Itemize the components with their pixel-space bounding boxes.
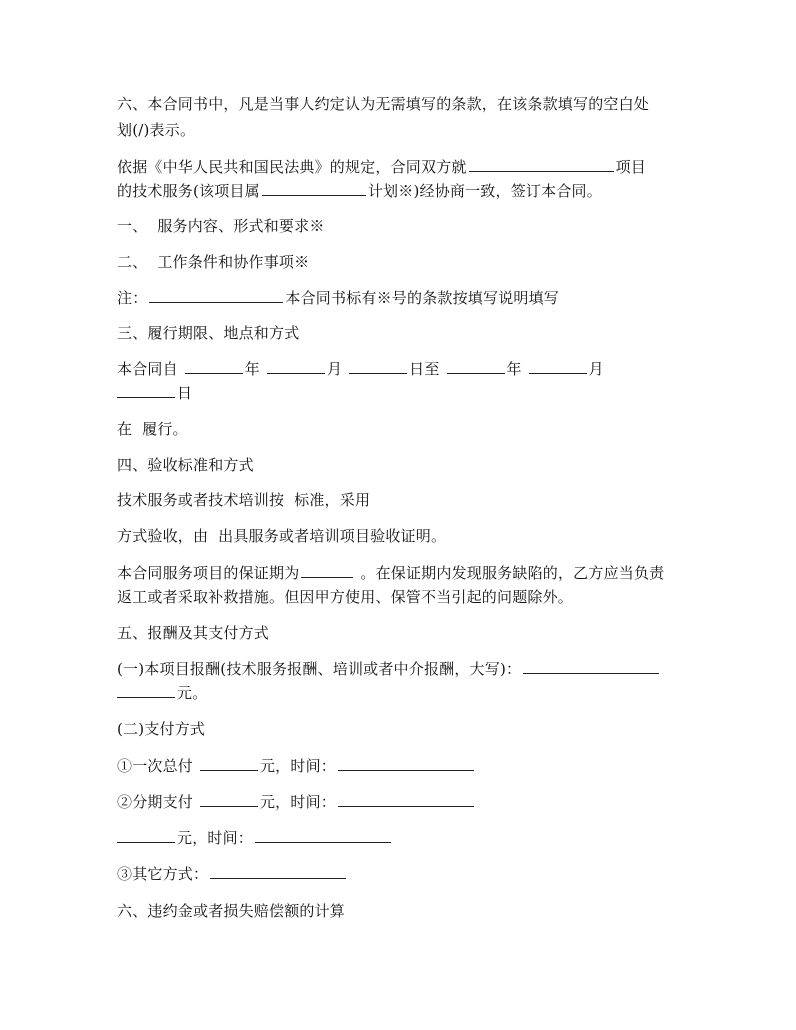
installment-amount-blank [200,792,258,807]
note-label: 注： [117,289,148,307]
option-installment-label: ②分期支付 [117,793,198,811]
option-lump-sum-time-label: 元，时间： [259,757,336,775]
month-label-2: 月 [588,360,604,378]
installment-amount-blank-2 [117,828,175,843]
day-label-2: 日 [177,384,193,402]
option-installment [117,792,476,812]
warranty-line-2: 返工或者采取补救措施。但因甲方使用、保管不当引起的问题除外。 [117,588,574,606]
option-installment-2 [117,828,393,848]
installment-time-blank-2 [255,828,391,843]
month-label-1: 月 [326,360,348,378]
section-heading-6: 六、违约金或者损失赔偿额的计算 [117,902,346,920]
term-start-label: 本合同自 [117,360,183,378]
section-heading-3: 三、履行期限、地点和方式 [117,324,300,342]
option-lump-sum [117,756,476,776]
section-heading-4: 四、验收标准和方式 [117,456,254,474]
project-suffix: 项目 [615,158,647,176]
project-name-blank [469,157,614,172]
plan-name-blank [262,181,366,196]
warranty-text: 。在保证期内发现服务缺陷的，乙方应当负责 [355,564,665,582]
payment-amount-label: (一)本项目报酬(技术服务报酬、培训或者中介报酬，大写)： [117,660,522,678]
basis-text: 依据《中华人民共和国民法典》的规定，合同双方就 [117,158,467,176]
lump-sum-time-blank [338,756,474,771]
basis-line-1 [117,157,646,177]
section-heading-1: 一、 服务内容、形式和要求※ [117,217,325,235]
year-label-2: 年 [506,360,527,378]
note-line [117,288,559,308]
basis-text-3: 计划※)经协商一致，签订本合同。 [367,182,602,200]
day-to-label: 日至 [409,360,445,378]
basis-text-2: 的技术服务(该项目属 [117,182,260,200]
place-line: 在 履行。 [117,420,188,438]
term-line-1 [117,359,604,379]
option-lump-sum-label: ①一次总付 [117,757,198,775]
acceptance-line-1: 技术服务或者技术培训按 标准，采用 [117,491,371,509]
yuan-label: 元。 [177,684,208,702]
payment-method-heading: (二)支付方式 [117,720,206,738]
payment-amount-line-2 [117,683,207,703]
basis-line-2 [117,181,602,201]
installment-time-blank [338,792,474,807]
lump-sum-amount-blank [200,756,258,771]
payment-amount-blank [523,659,659,674]
warranty-label: 本合同服务项目的保证期为 [117,564,300,582]
end-month-blank [529,359,587,374]
option-other [117,864,348,884]
start-month-blank [267,359,325,374]
warranty-line-1 [117,563,664,583]
clause-six-line-2: 划(/)表示。 [117,121,196,139]
note-blank [149,288,283,303]
section-heading-5: 五、报酬及其支付方式 [117,624,270,642]
warranty-period-blank [301,563,353,578]
note-text: 本合同书标有※号的条款按填写说明填写 [285,289,560,307]
year-label-1: 年 [244,360,265,378]
acceptance-line-2: 方式验收，由 出具服务或者培训项目验收证明。 [117,527,447,545]
payment-amount-blank-2 [117,683,175,698]
option-installment-time-label: 元，时间： [259,793,336,811]
term-line-2 [117,383,192,403]
end-year-blank [447,359,505,374]
option-other-label: ③其它方式： [117,865,209,883]
start-year-blank [185,359,243,374]
payment-amount-line-1 [117,659,661,679]
section-heading-2: 二、 工作条件和协作事项※ [117,253,310,271]
end-day-blank [117,383,175,398]
other-method-blank [210,864,346,879]
start-day-blank [349,359,407,374]
clause-six-line-1: 六、本合同书中，凡是当事人约定认为无需填写的条款，在该条款填写的空白处 [117,95,650,113]
option-installment-time-label-2: 元，时间： [177,829,254,847]
